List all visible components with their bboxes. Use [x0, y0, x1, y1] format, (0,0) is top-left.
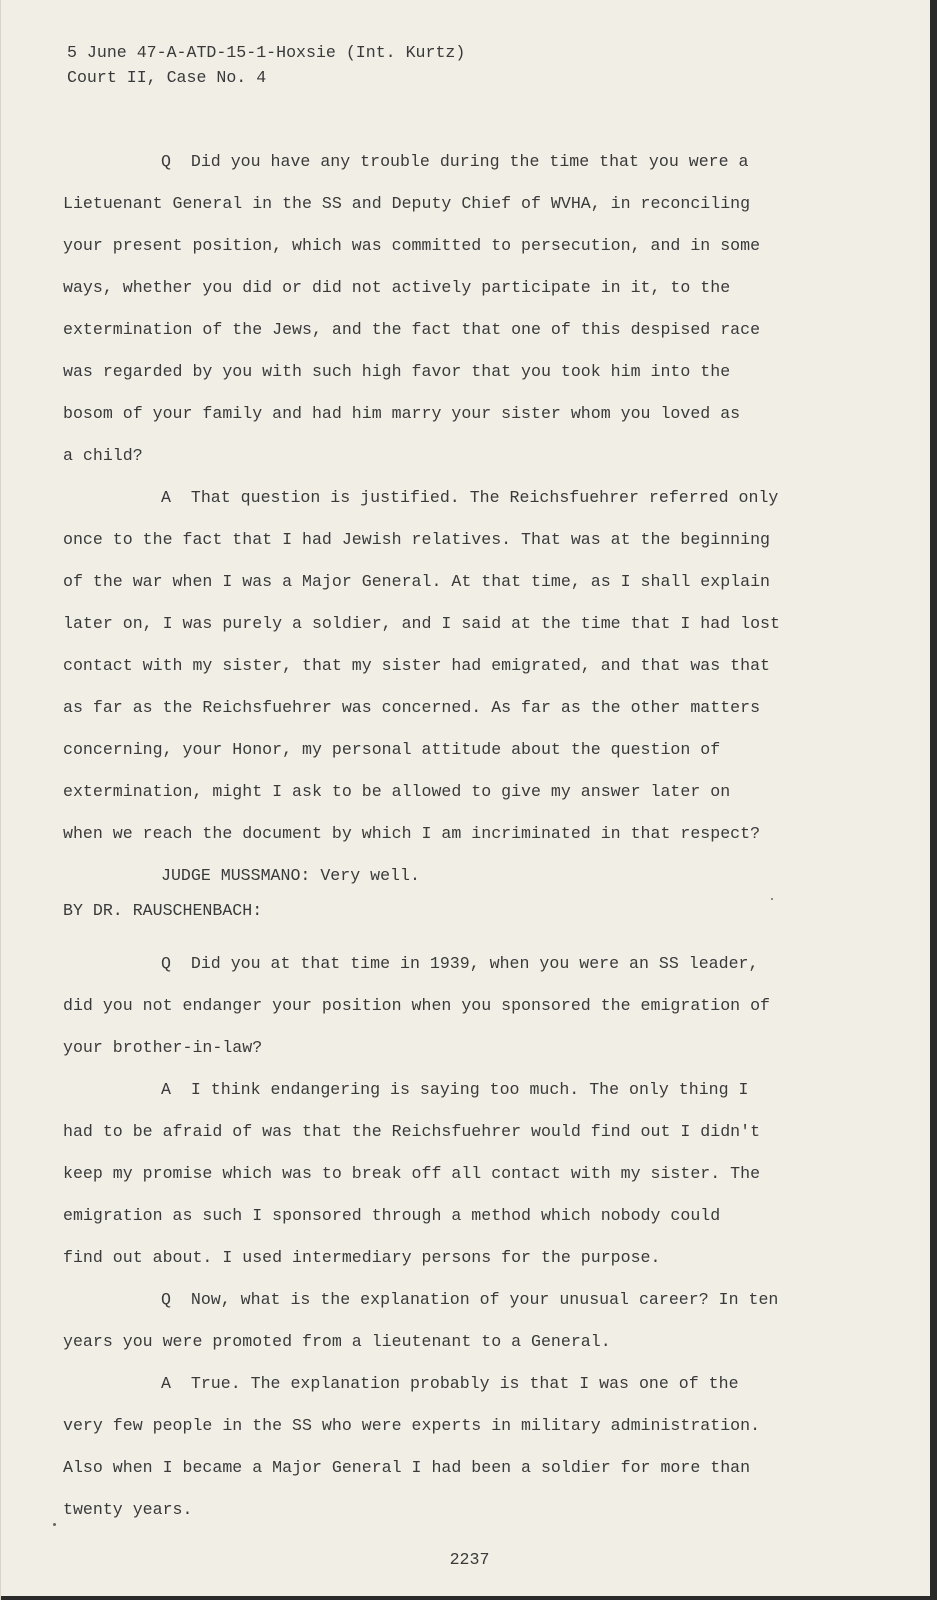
- answer-line: as far as the Reichsfuehrer was concerned. As far as the other matters: [63, 698, 761, 717]
- answer-line: once to the fact that I had Jewish relatives. That was at the beginning: [63, 530, 771, 549]
- answer-line: had to be afraid of was that the Reichsfuehrer would find out I didn't: [63, 1122, 761, 1141]
- answer-line: when we reach the document by which I am incriminated in that respect?: [63, 824, 761, 843]
- scan-edge-bottom: [1, 1596, 937, 1600]
- question-line: Q Did you at that time in 1939, when you were an SS leader,: [161, 954, 759, 973]
- answer-line: concerning, your Honor, my personal attitude about the question of: [63, 740, 721, 759]
- judge-remark: JUDGE MUSSMANO: Very well.: [161, 866, 420, 885]
- answer-line: emigration as such I sponsored through a method which nobody could: [63, 1206, 721, 1225]
- question-line: your present position, which was committed to persecution, and in some: [63, 236, 761, 255]
- answer-line: A True. The explanation probably is that I was one of the: [161, 1374, 739, 1393]
- answer-line: very few people in the SS who were experts in military administration.: [63, 1416, 761, 1435]
- answer-line: keep my promise which was to break off all contact with my sister. The: [63, 1164, 761, 1183]
- ink-speck: [53, 1523, 56, 1526]
- scan-edge-right: [930, 0, 937, 1600]
- question-line: your brother-in-law?: [63, 1038, 263, 1057]
- question-line: a child?: [63, 446, 143, 465]
- question-line: Q Did you have any trouble during the time that you were a: [161, 152, 749, 171]
- page-number: 2237: [449, 1550, 490, 1569]
- question-line: ways, whether you did or did not actively participate in it, to the: [63, 278, 731, 297]
- header-line-2: Court II, Case No. 4: [67, 68, 267, 87]
- transcript-body: [63, 148, 823, 1538]
- answer-line: of the war when I was a Major General. At that time, as I shall explain: [63, 572, 771, 591]
- answer-line: later on, I was purely a soldier, and I said at the time that I had lost: [63, 614, 780, 633]
- answer-line: A That question is justified. The Reichsfuehrer referred only: [161, 488, 779, 507]
- ink-speck: [771, 898, 773, 900]
- answer-line: contact with my sister, that my sister had emigrated, and that was that: [63, 656, 771, 675]
- answer-line: A I think endangering is saying too much. The only thing I: [161, 1080, 749, 1099]
- question-line: Q Now, what is the explanation of your unusual career? In ten: [161, 1290, 779, 1309]
- answer-line: find out about. I used intermediary persons for the purpose.: [63, 1248, 661, 1267]
- question-line: years you were promoted from a lieutenant to a General.: [63, 1332, 611, 1351]
- question-line: bosom of your family and had him marry your sister whom you loved as: [63, 404, 741, 423]
- document-header: [67, 40, 465, 90]
- question-line: did you not endanger your position when you sponsored the emigration of: [63, 996, 771, 1015]
- answer-line: Also when I became a Major General I had been a soldier for more than: [63, 1458, 751, 1477]
- question-line: extermination of the Jews, and the fact that one of this despised race: [63, 320, 761, 339]
- answer-line: extermination, might I ask to be allowed to give my answer later on: [63, 782, 731, 801]
- question-line: Lietuenant General in the SS and Deputy Chief of WVHA, in reconciling: [63, 194, 751, 213]
- header-line-1: 5 June 47-A-ATD-15-1-Hoxsie (Int. Kurtz): [67, 43, 466, 62]
- answer-line: twenty years.: [63, 1500, 193, 1519]
- question-line: was regarded by you with such high favor that you took him into the: [63, 362, 731, 381]
- examiner-heading: BY DR. RAUSCHENBACH:: [63, 901, 263, 920]
